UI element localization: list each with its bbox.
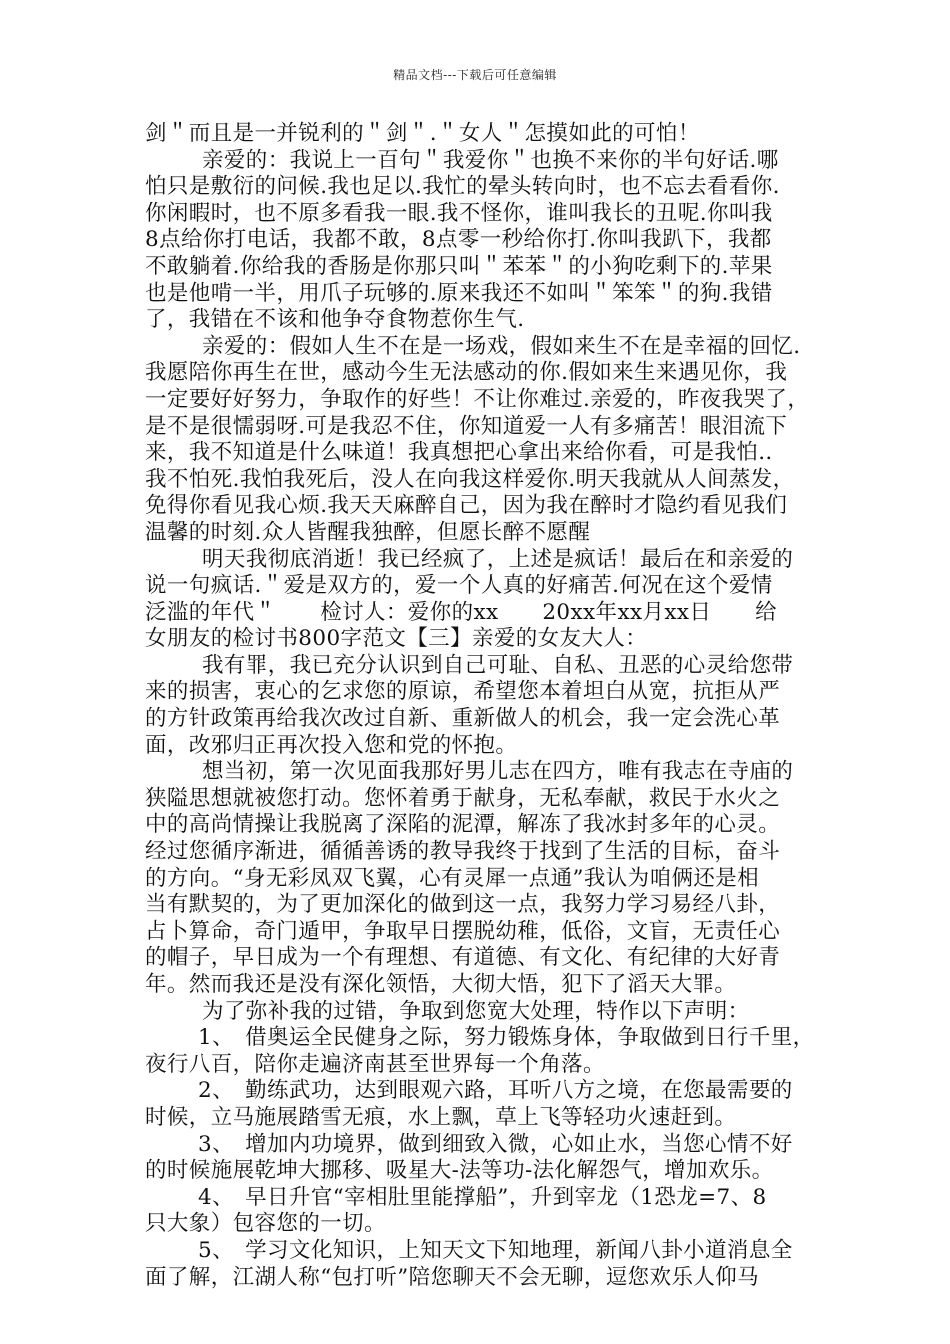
text-line: 的方向。“身无彩凤双飞翼，心有灵犀一点通”我认为咱俩还是相 xyxy=(145,865,760,891)
text-line: 面了解，江湖人称“包打听”陪您聊天不会无聊，逗您欢乐人仰马 xyxy=(145,1264,760,1290)
text-line: 的方针政策再给我次改过自新、重新做人的机会，我一定会洗心革 xyxy=(145,706,781,732)
text-line: 一定要好好努力，争取作的好些！不让你难过.亲爱的，昨夜我哭了， xyxy=(145,386,810,412)
text-line: 剑＂而且是一并锐利的＂剑＂.＂女人＂怎摸如此的可怕！ xyxy=(145,121,700,146)
text-line: 亲爱的：我说上一百句＂我爱你＂也换不来你的半句好话.哪 xyxy=(202,147,779,173)
text-line: 想当初，第一次见面我那好男儿志在四方，唯有我志在寺庙的 xyxy=(202,759,794,785)
text-line: 经过您循序渐进，循循善诱的教导我终于找到了生活的目标，奋斗 xyxy=(145,839,781,865)
text-line: 了，我错在不该和他争夺食物惹你生气. xyxy=(145,307,525,333)
text-line: 明天我彻底消逝！我已经疯了，上述是疯话！最后在和亲爱的 xyxy=(202,546,794,572)
text-line: 来，我不知道是什么味道！我真想把心拿出来给你看，可是我怕.. xyxy=(145,440,773,466)
text-line: 我不怕死.我怕我死后，没人在向我这样爱你.明天我就从人间蒸发， xyxy=(145,466,795,492)
text-line: 只大象）包容您的一切。 xyxy=(145,1211,386,1237)
text-line: 亲爱的：假如人生不在是一场戏，假如来生不在是幸福的回忆. xyxy=(202,333,801,359)
text-line: 中的高尚情操让我脱离了深陷的泥潭，解冻了我冰封多年的心灵。 xyxy=(145,812,781,838)
document-body xyxy=(145,121,815,1291)
text-line: 免得你看见我心烦.我天天麻醉自己，因为我在醉时才隐约看见我们 xyxy=(145,493,788,519)
text-line: 1、 借奥运全民健身之际，努力锻炼身体，争取做到日行千里， xyxy=(198,1025,815,1051)
text-line: 占卜算命，奇门遁甲，争取早日摆脱幼稚，低俗，文盲，无责任心 xyxy=(145,918,781,944)
text-line: 2、 勤练武功，达到眼观六路，耳听八方之境，在您最需要的 xyxy=(198,1078,793,1104)
text-line: 女朋友的检讨书800字范文【三】亲爱的女友大人： xyxy=(145,626,648,652)
text-line: 夜行八百，陪你走遍济南甚至世界每一个角落。 xyxy=(145,1051,605,1077)
text-line: 为了弥补我的过错，争取到您宽大处理，特作以下声明： xyxy=(202,998,750,1024)
text-line: 来的损害，衷心的乞求您的原谅，希望您本着坦白从宽，抗拒从严 xyxy=(145,679,781,705)
text-line: 温馨的时刻.众人皆醒我独醉，但愿长醉不愿醒 xyxy=(145,519,591,545)
text-line: 不敢躺着.你给我的香肠是你那只叫＂苯苯＂的小狗吃剩下的.苹果 xyxy=(145,253,773,279)
page-header: 精品文档---下载后可任意编辑 xyxy=(393,68,557,82)
text-line: 时候，立马施展踏雪无痕，水上飘，草上飞等轻功火速赶到。 xyxy=(145,1104,737,1130)
text-line: 你闲暇时，也不原多看我一眼.我不怪你，谁叫我长的丑呢.你叫我 xyxy=(145,200,773,226)
text-line: 我愿陪你再生在世，感动今生无法感动的你.假如来生来遇见你，我 xyxy=(145,360,788,386)
text-line: 我有罪，我已充分认识到自己可耻、自私、丑恶的心灵给您带 xyxy=(202,652,794,678)
text-line: 4、 早日升官“宰相肚里能撑船”，升到宰龙（1恐龙=7、8 xyxy=(198,1184,767,1210)
text-line: 是不是很懦弱呀.可是我忍不住，你知道爱一人有多痛苦！眼泪流下 xyxy=(145,413,788,439)
text-line: 5、 学习文化知识，上知天文下知地理，新闻八卦小道消息全 xyxy=(198,1237,793,1263)
text-line: 也是他啃一半，用爪子玩够的.原来我还不如叫＂笨笨＂的狗.我错 xyxy=(145,280,773,306)
text-line: 8点给你打电话，我都不敢，8点零一秒给你打.你叫我趴下，我都 xyxy=(145,227,772,253)
text-line: 的帽子，早日成为一个有理想、有道德、有文化、有纪律的大好青 xyxy=(145,945,781,971)
text-line: 年。然而我还是没有深化领悟，大彻大悟，犯下了滔天大罪。 xyxy=(145,972,737,997)
text-line: 说一句疯话.＂爱是双方的，爱一个人真的好痛苦.何况在这个爱情 xyxy=(145,573,773,599)
text-line: 3、 增加内功境界，做到细致入微，心如止水，当您心情不好 xyxy=(198,1131,793,1157)
text-line: 面，改邪归正再次投入您和党的怀抱。 xyxy=(145,732,518,758)
text-line: 的时候施展乾坤大挪移、吸星大-法等功-法化解怨气，增加欢乐。 xyxy=(145,1158,774,1184)
text-line: 当有默契的，为了更加深化的做到这一点，我努力学习易经八卦， xyxy=(145,892,781,918)
text-line: 狭隘思想就被您打动。您怀着勇于献身，无私奉献，救民于水火之 xyxy=(145,785,781,811)
text-line: 泛滥的年代＂ 检讨人：爱你的xx 20xx年xx月xx日 给 xyxy=(145,599,778,625)
text-line: 怕只是敷衍的问候.我也足以.我忙的晕头转向时，也不忘去看看你. xyxy=(145,174,780,200)
